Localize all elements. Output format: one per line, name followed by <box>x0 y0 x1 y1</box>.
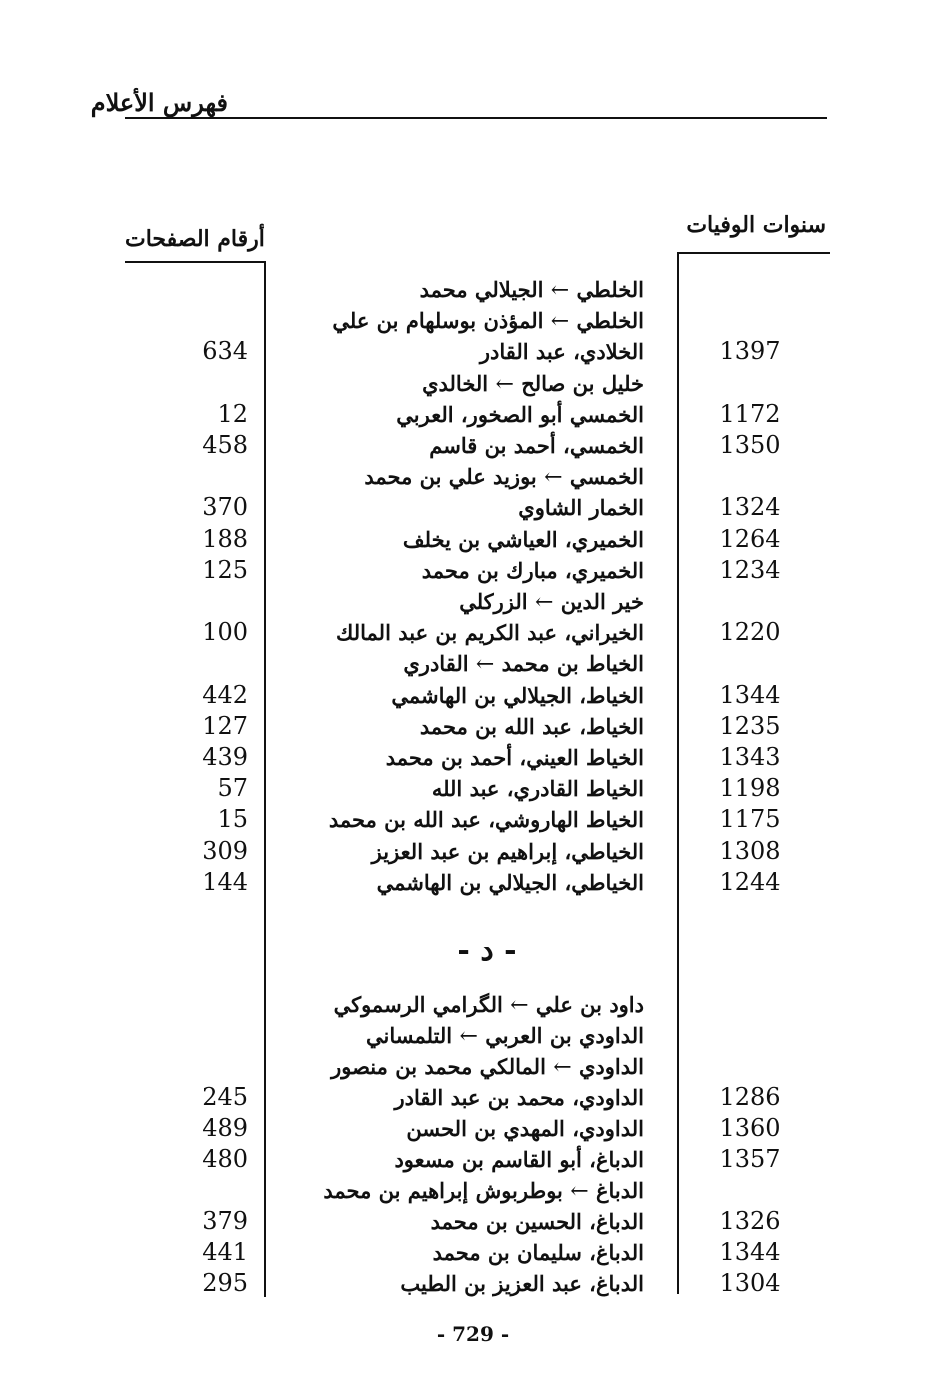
entry-death-year: 1198 <box>719 774 781 803</box>
entry-name-text: الخلطي <box>576 277 644 302</box>
entry-name <box>391 680 644 711</box>
pages-column-top-rule <box>125 261 265 263</box>
entry-name-text: الخياطي، إبراهيم بن عبد العزيز <box>371 838 644 864</box>
entry-name-text: الخياط العيني، أحمد بن محمد <box>385 745 644 770</box>
index-entry <box>0 804 946 835</box>
entry-name-text: الخميري، العياشي بن يخلف <box>402 526 644 552</box>
entry-name-text: خليل بن صالح <box>521 370 644 396</box>
entry-reference: الخالدي <box>422 370 489 396</box>
entry-name <box>323 1175 644 1207</box>
index-entry <box>0 617 946 648</box>
entry-name-text: الخياط، عبد الله بن محمد <box>419 713 644 739</box>
entry-name-text: الخميري، مبارك بن محمد <box>421 557 644 583</box>
entry-death-year: 1175 <box>719 805 781 834</box>
entry-death-year: 1308 <box>719 836 781 865</box>
entry-death-year: 1235 <box>719 711 781 740</box>
years-column-header: سنوات الوفيات <box>686 212 826 238</box>
entry-name <box>432 773 644 804</box>
entry-name <box>364 461 644 493</box>
header-rule <box>125 117 827 119</box>
entry-name-text: الخياط القادري، عبد الله <box>431 776 644 802</box>
see-reference-arrow-icon: ← <box>475 652 495 678</box>
entry-death-year: 1172 <box>719 399 781 428</box>
entry-page-number: 370 <box>202 493 248 522</box>
entry-page-number: 441 <box>202 1238 248 1266</box>
entry-name <box>406 1113 644 1144</box>
entry-name-text: الدباغ، عبد العزيز بن الطيب <box>400 1271 644 1296</box>
entry-page-number: 458 <box>202 431 248 459</box>
pages-column-header: أرقام الصفحات <box>125 226 265 252</box>
entry-reference: التلمساني <box>366 1023 453 1048</box>
index-entry <box>0 336 946 367</box>
entry-death-year: 1350 <box>719 431 781 459</box>
index-entry <box>0 1237 946 1268</box>
entry-name-text: الخمسي <box>569 464 644 490</box>
entry-death-year: 1357 <box>719 1145 781 1173</box>
entry-death-year: 1304 <box>719 1269 781 1297</box>
entry-death-year: 1344 <box>719 680 781 709</box>
entry-name-text: الخيراني، عبد الكريم بن عبد المالك <box>336 620 644 646</box>
entry-name-text: الخياطي، الجيلالي بن الهاشمي <box>376 869 644 895</box>
see-reference-arrow-icon: ← <box>534 590 554 615</box>
entry-name <box>400 1268 644 1299</box>
entry-name-text: الخمسي أبو الصخور، العربي <box>396 401 644 427</box>
entry-page-number: 489 <box>202 1114 248 1142</box>
entry-name <box>336 617 644 648</box>
entry-page-number: 57 <box>217 774 248 803</box>
entry-name-text: الخياط بن محمد <box>501 651 644 677</box>
index-entry <box>0 836 946 867</box>
see-reference-arrow-icon: ← <box>550 278 570 303</box>
index-entry <box>0 586 946 617</box>
entry-page-number: 15 <box>217 805 248 834</box>
index-entry <box>0 305 946 336</box>
index-entry <box>0 555 946 586</box>
entry-name <box>396 399 644 430</box>
entry-name <box>420 274 644 306</box>
index-entry <box>0 711 946 742</box>
entry-name-text: الداودي بن العربي <box>485 1023 644 1048</box>
entry-page-number: 309 <box>202 836 248 865</box>
entry-name <box>480 336 644 367</box>
entry-name <box>420 711 644 742</box>
entry-name-text: الخمسي، أحمد بن قاسم <box>429 433 644 458</box>
index-entry <box>0 1268 946 1299</box>
index-entry <box>0 742 946 773</box>
see-reference-arrow-icon: ← <box>495 371 514 397</box>
entry-death-year: 1220 <box>719 618 781 647</box>
entry-name <box>431 1206 644 1237</box>
index-entry <box>0 461 946 492</box>
entry-name <box>372 836 644 867</box>
entry-name <box>459 586 644 618</box>
entry-name <box>386 742 644 773</box>
entry-reference: القادري <box>403 651 469 677</box>
entry-name <box>332 305 644 337</box>
entry-page-number: 127 <box>202 711 248 740</box>
entry-name <box>331 1051 644 1083</box>
see-reference-arrow-icon: ← <box>550 309 570 335</box>
entry-death-year: 1397 <box>719 337 781 366</box>
entry-name <box>329 804 644 835</box>
entry-name-text: الدباغ، الحسين بن محمد <box>430 1209 644 1234</box>
page-number: - 729 - <box>436 1322 510 1346</box>
entry-name-text: الخلادي، عبد القادر <box>479 339 644 365</box>
entry-reference: الجيلالي محمد <box>419 277 544 302</box>
entry-page-number: 144 <box>202 867 248 896</box>
index-entry <box>0 1144 946 1175</box>
years-column-top-rule <box>677 252 830 254</box>
index-entry <box>0 1020 946 1051</box>
entry-name-text: الخياط، الجيلالي بن الهاشمي <box>391 682 644 708</box>
index-entry <box>0 274 946 305</box>
entry-name <box>429 430 644 461</box>
entry-name <box>403 524 644 555</box>
entry-name-text: الدباغ، أبو القاسم بن مسعود <box>394 1147 644 1172</box>
entry-name-text: الدباغ، سليمان بن محمد <box>432 1240 644 1265</box>
index-entry <box>0 1113 946 1144</box>
entry-name-text: الدباغ <box>595 1178 644 1203</box>
entry-name-text: الداودي، محمد بن عبد القادر <box>394 1085 644 1110</box>
see-reference-arrow-icon: ← <box>510 993 529 1018</box>
entry-death-year: 1324 <box>719 493 781 522</box>
entry-reference: المالكي محمد بن منصور <box>331 1054 546 1079</box>
index-entry <box>0 368 946 399</box>
entry-name-text: الخياط الهاروشي، عبد الله بن محمد <box>328 807 644 833</box>
running-head: فهرس الأعلام <box>90 88 228 117</box>
entry-name <box>422 555 644 586</box>
entry-page-number: 245 <box>202 1083 248 1111</box>
entry-name <box>403 648 644 680</box>
entry-death-year: 1234 <box>719 555 781 584</box>
entry-page-number: 295 <box>202 1269 248 1297</box>
entry-page-number: 439 <box>202 743 248 771</box>
entry-death-year: 1344 <box>719 1238 781 1266</box>
entry-death-year: 1343 <box>719 743 781 771</box>
entry-name-text: خير الدين <box>560 589 644 614</box>
index-entry <box>0 492 946 523</box>
index-entry <box>0 989 946 1020</box>
entry-name-text: الداودي، المهدي بن الحسن <box>406 1116 644 1141</box>
entry-name <box>518 492 644 523</box>
entry-reference: بوطربوش إبراهيم بن محمد <box>323 1178 563 1203</box>
entry-page-number: 12 <box>217 399 248 428</box>
index-entry <box>0 1175 946 1206</box>
entry-page-number: 442 <box>202 680 248 709</box>
see-reference-arrow-icon: ← <box>553 1055 572 1080</box>
entry-name <box>334 989 644 1021</box>
index-entry <box>0 430 946 461</box>
entry-name <box>394 1144 644 1175</box>
index-entry <box>0 1082 946 1113</box>
index-entry <box>0 524 946 555</box>
see-reference-arrow-icon: ← <box>544 465 563 491</box>
entry-page-number: 100 <box>202 618 248 647</box>
entry-death-year: 1326 <box>719 1207 781 1235</box>
entry-page-number: 634 <box>202 337 248 366</box>
index-entry <box>0 1051 946 1082</box>
entry-death-year: 1264 <box>719 524 781 553</box>
entry-page-number: 125 <box>202 555 248 584</box>
entry-name-text: الخلطي <box>576 308 644 334</box>
index-entry <box>0 773 946 804</box>
entry-reference: المؤذن بوسلهام بن علي <box>332 308 544 334</box>
entry-death-year: 1286 <box>719 1083 781 1111</box>
entry-name <box>377 867 644 898</box>
index-entry <box>0 399 946 430</box>
see-reference-arrow-icon: ← <box>459 1024 478 1049</box>
entry-death-year: 1360 <box>719 1114 781 1142</box>
entry-name-text: الخمار الشاوي <box>518 495 644 521</box>
index-entry <box>0 680 946 711</box>
index-entry <box>0 1206 946 1237</box>
entry-name <box>395 1082 644 1113</box>
entry-name <box>433 1237 644 1268</box>
entry-name-text: داود بن علي <box>535 992 644 1017</box>
entry-page-number: 480 <box>202 1145 248 1173</box>
entry-page-number: 188 <box>202 524 248 553</box>
index-entry <box>0 867 946 898</box>
entry-name <box>366 1020 644 1052</box>
see-reference-arrow-icon: ← <box>570 1179 589 1204</box>
section-letter-dal: - د - <box>457 933 517 968</box>
index-entry <box>0 648 946 679</box>
entry-death-year: 1244 <box>719 867 781 896</box>
entry-reference: الزركلي <box>459 589 528 614</box>
entry-reference: بوزيد علي بن محمد <box>364 464 537 490</box>
entry-reference: الگرامي الرسموكي <box>333 992 503 1017</box>
entry-page-number: 379 <box>202 1207 248 1235</box>
entry-name-text: الداودي <box>578 1054 644 1079</box>
entry-name <box>422 368 644 400</box>
